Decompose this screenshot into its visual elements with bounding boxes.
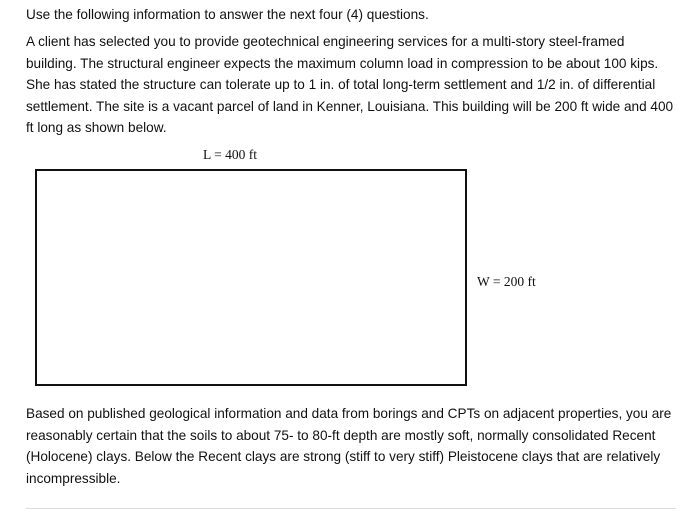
closing-paragraph: Based on published geological information and data from borings and CPTs on adjacent properties, you are reasonably certain that the soils to about 75- to 80-ft depth are mostly soft, normally consolidated Recent (Holocene) clays. Below the Recent clays are strong (stiff to very stiff) Pleistocene clays that are relatively incompressible. xyxy=(26,406,672,486)
building-length-label: L = 400 ft xyxy=(203,147,257,162)
building-plan-rectangle xyxy=(35,169,467,386)
building-width-label: W = 200 ft xyxy=(477,274,536,289)
bottom-divider xyxy=(26,508,676,509)
intro-paragraph: A client has selected you to provide geotechnical engineering services for a multi-story steel-framed building. The structural engineer expects the maximum column load in compression to be about 100 kips. She has stated the structure can tolerate up to 1 in. of total long-term settlement and 1/2 in. of differential settlement. The site is a vacant parcel of land in Kenner, Louisiana. This building will be 200 ft wide and 400 ft long as shown below. xyxy=(26,34,674,136)
question-heading: Use the following information to answer the next four (4) questions. xyxy=(26,7,429,22)
